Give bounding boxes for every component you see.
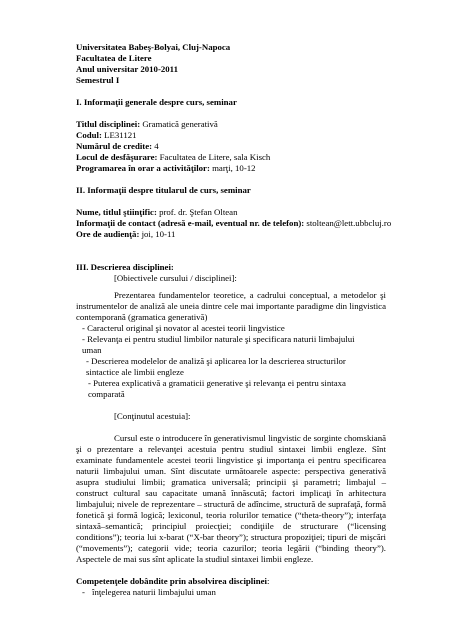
section-2-fields <box>76 207 392 240</box>
list-item: - Descrierea modelelor de analiză şi aplicarea lor la descrierea structurilor sintactice ale limbii engleze <box>86 356 346 377</box>
university-name: Universitatea Babeş-Bolyai, Cluj-Napoca <box>76 42 231 52</box>
list-item: - Caracterul original şi novator al acestei teorii lingvistice <box>82 323 285 333</box>
field-lecturer-name: Nume, titlul ştiinţific: prof. dr. Ştefan Oltean <box>76 207 238 217</box>
section-1-fields <box>76 119 386 174</box>
objectives-list <box>76 323 386 400</box>
content-paragraph: Cursul este o introducere în generativismul lingvistic de sorginte chomskiană şi o prezentare a relevanţei acestuia pentru studiul sintaxei limbii engleze. Sînt examinate fundamentele acestei teorii lingvistice şi importanţa ei pentru specificarea naturii limbajului uman. Sînt discutate următoarele aspecte: perspectiva generativă asupra studiului limbii; gramatica universală; principii şi parametri; limbajul – construct cultural sau capacitate umană înnăscută; factori implicaţi în arhitectura limbajului; nivele de reprezentare – structură de adîncime, structură de suprafaţă, formă fonetică şi formă logică; lexiconul, teoria rolurilor tematice (“theta-theory”); interfaţa sintaxă–semantică; principiul proiecţiei; condiţiile de structurare (“licensing conditions”); teoria lui x-barat (“X-bar theory”); structura propoziţiei; tipuri de mişcări (“movements”); categorii vide; teoria cazurilor; teoria legării (“binding theory”). Aspectele de mai sus sînt aplicate la studiul sintaxei limbii engleze. <box>76 433 386 564</box>
list-item: - înţelegerea naturii limbajului uman <box>82 587 216 597</box>
dash-bullet-icon: - <box>82 587 85 597</box>
field-credits: Numărul de credite: 4 <box>76 141 159 151</box>
field-contact: Informaţii de contact (adresă e-mail, eventual nr. de telefon): stoltean@lett.ubbcluj.ro <box>76 218 392 228</box>
list-item: - Puterea explicativă a gramaticii generative şi relevanţa ei pentru sintaxa comparată <box>88 378 346 399</box>
objectives-intro-paragraph: Prezentarea fundamentelor teoretice, a cadrului conceptual, a metodelor şi instrumentelor de analiză ale uneia dintre cele mai importante paradigme din lingvistica contemporană (gramatica generativă) <box>76 290 386 322</box>
semester: Semestrul I <box>76 75 120 85</box>
field-course-title: Titlul disciplinei: Gramatică generativă <box>76 119 218 129</box>
objectives-label: [Obiectivele cursului / disciplinei]: <box>114 273 237 283</box>
field-code: Codul: LE31121 <box>76 130 137 140</box>
field-location: Locul de desfăşurare: Facultatea de Litere, sala Kisch <box>76 152 271 162</box>
content-label: [Conţinutul acestuia]: <box>114 411 191 421</box>
field-office-hours: Ore de audienţă: joi, 10-11 <box>76 229 176 239</box>
document-body <box>76 42 392 598</box>
field-schedule: Programarea în orar a activităţilor: marţi, 10-12 <box>76 163 256 173</box>
section-3-title: III. Descrierea disciplinei: <box>76 262 174 272</box>
list-item: - Relevanţa ei pentru studiul limbilor naturale şi specificara naturii limbajului uman <box>82 334 355 355</box>
section-2-title: II. Informaţii despre titularul de curs, seminar <box>76 185 251 195</box>
section-1-title: I. Informaţii generale despre curs, seminar <box>76 97 237 107</box>
faculty-name: Facultatea de Litere <box>76 53 152 63</box>
competences-heading: Competenţele dobândite prin absolvirea disciplinei: <box>76 576 270 586</box>
academic-year: Anul universitar 2010-2011 <box>76 64 178 74</box>
